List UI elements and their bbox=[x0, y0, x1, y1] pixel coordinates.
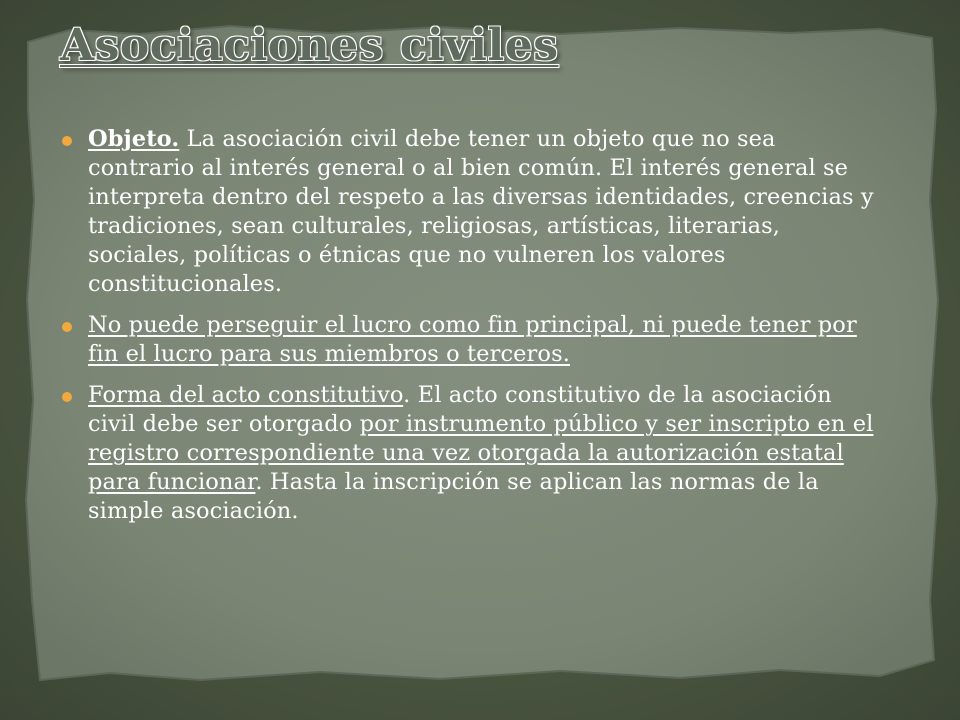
bullet-dot-icon bbox=[62, 392, 72, 402]
forma-heading: Forma del acto constitutivo bbox=[88, 382, 404, 408]
bullet-forma bbox=[62, 381, 882, 526]
objeto-text: La asociación civil debe tener un objeto que no sea contrario al interés general o al bien común. El interés general se interpreta dentro del respeto a las diversas identidades, creencias y tradiciones, sean culturales, religiosas, artísticas, literarias, sociales, políticas o étnicas que no vulneren los valores constitucionales. bbox=[88, 126, 874, 297]
bullet-dot-icon bbox=[62, 322, 72, 332]
objeto-heading: Objeto. bbox=[88, 126, 180, 152]
lucro-text: No puede perseguir el lucro como fin principal, ni puede tener por fin el lucro para sus miembros o terceros. bbox=[88, 312, 857, 367]
bullet-objeto bbox=[62, 125, 882, 299]
forma-text-1: . El acto constitutivo de la asociación civil debe ser otorgado bbox=[88, 382, 832, 437]
bullet-lucro bbox=[62, 311, 882, 369]
forma-underlined: por instrumento público y ser inscripto en el registro correspondiente una vez otorgada la autorización estatal para funcionar bbox=[88, 411, 874, 495]
slide-body bbox=[62, 125, 882, 538]
bullet-dot-icon bbox=[62, 136, 72, 146]
bullet-list bbox=[62, 125, 882, 526]
slide-title: Asociaciones civiles bbox=[60, 20, 559, 71]
forma-text-2: . Hasta la inscripción se aplican las normas de la simple asociación. bbox=[88, 469, 819, 524]
